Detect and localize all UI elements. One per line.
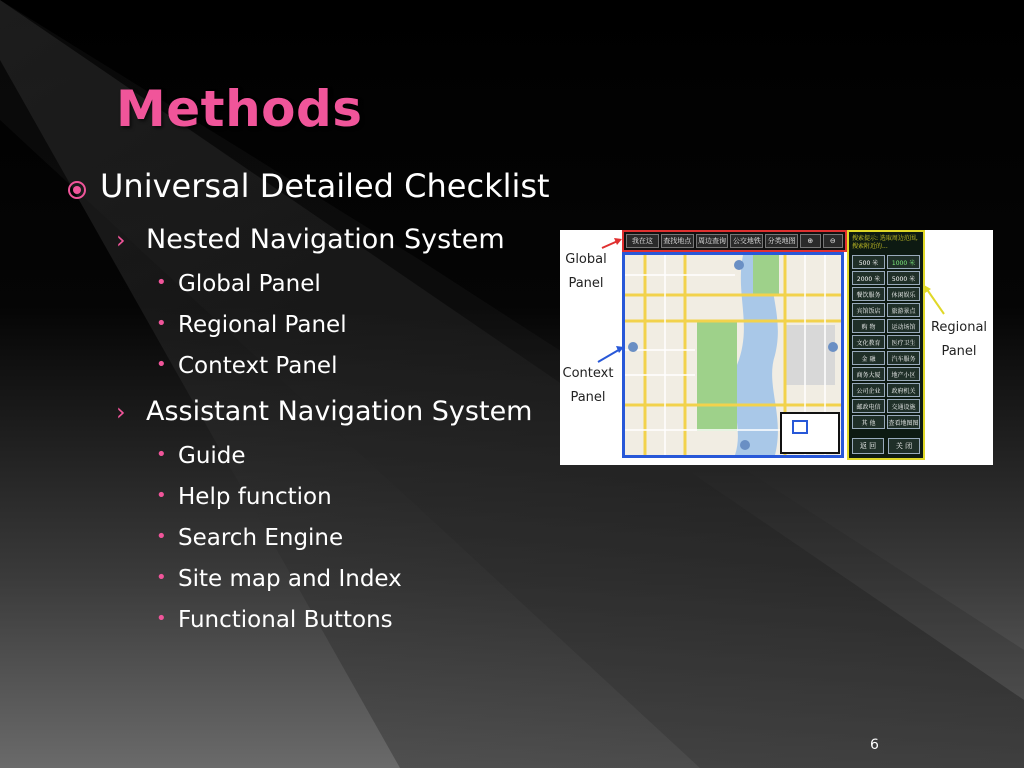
category-button: 餐饮服务 — [852, 287, 885, 301]
list-item-text: Functional Buttons — [178, 607, 393, 633]
category-button: 运动场馆 — [887, 319, 920, 333]
section-heading-text: Nested Navigation System — [146, 224, 505, 255]
category-button: 休闲娱乐 — [887, 287, 920, 301]
category-button: 商务大厦 — [852, 367, 885, 381]
callout-regional-text: Regional Panel — [930, 320, 988, 359]
chevron-bullet-icon: › — [116, 398, 126, 426]
category-button: 旅游景点 — [887, 303, 920, 317]
dot-bullet-icon: • — [156, 485, 167, 506]
list-item-text: Site map and Index — [178, 566, 402, 592]
category-button: 交通设施 — [887, 399, 920, 413]
list-item — [156, 607, 393, 633]
list-item — [156, 312, 347, 338]
context-panel-map — [622, 252, 844, 458]
global-panel-toolbar — [622, 230, 847, 252]
category-button: 金 融 — [852, 351, 885, 365]
list-item-text: Search Engine — [178, 525, 344, 551]
map-illustration — [625, 255, 841, 455]
toolbar-button: 分类地图 — [765, 234, 798, 248]
dot-bullet-icon: • — [156, 526, 167, 547]
section-heading-assistant — [116, 396, 532, 427]
zoom-in-icon: ⊕ — [800, 234, 820, 248]
toolbar-button: 公交地铁 — [730, 234, 763, 248]
toolbar-button: 查找地点 — [661, 234, 694, 248]
category-button: 公司企业 — [852, 383, 885, 397]
list-item — [156, 566, 402, 592]
list-item — [156, 484, 332, 510]
distance-button: 5000 米 — [887, 271, 920, 285]
list-item — [156, 525, 343, 551]
regional-footer — [852, 438, 920, 454]
category-button: 政府机关 — [887, 383, 920, 397]
close-button: 关 闭 — [888, 438, 920, 454]
list-item-text: Global Panel — [178, 271, 321, 297]
regional-hint: 搜索提示: 选取周边范围, 搜索附近的... — [852, 235, 918, 250]
category-button: 汽车服务 — [887, 351, 920, 365]
page-number: 6 — [870, 737, 879, 753]
category-button: 购 物 — [852, 319, 885, 333]
regional-arrow — [926, 288, 944, 314]
category-button: 其 他 — [852, 415, 885, 429]
toolbar-button: 周边查询 — [696, 234, 729, 248]
list-item — [156, 443, 246, 469]
callout-global-text: Global Panel — [565, 252, 607, 291]
target-bullet-icon — [68, 181, 86, 199]
distance-button: 1000 米 — [887, 255, 920, 269]
level1-item — [68, 167, 550, 205]
list-item-text: Guide — [178, 443, 246, 469]
navigation-figure — [560, 230, 993, 465]
list-item — [156, 353, 337, 379]
dot-bullet-icon: • — [156, 272, 167, 293]
regional-panel — [847, 230, 925, 460]
regional-grid — [852, 255, 920, 429]
category-button: 地产小区 — [887, 367, 920, 381]
toolbar-button: 我在这 — [626, 234, 659, 248]
list-item-text: Context Panel — [178, 353, 338, 379]
slide-title: Methods — [116, 80, 363, 138]
dot-bullet-icon: • — [156, 567, 167, 588]
category-button: 查看地图图 — [887, 415, 920, 429]
zoom-out-icon: ⊖ — [823, 234, 843, 248]
dot-bullet-icon: • — [156, 608, 167, 629]
level1-text: Universal Detailed Checklist — [100, 167, 550, 205]
dot-bullet-icon: • — [156, 313, 167, 334]
section-heading-nested — [116, 224, 505, 255]
list-item — [156, 271, 321, 297]
category-button: 文化教育 — [852, 335, 885, 349]
category-button: 宾馆饭店 — [852, 303, 885, 317]
section-heading-text: Assistant Navigation System — [146, 396, 533, 427]
list-item-text: Help function — [178, 484, 332, 510]
distance-button: 2000 米 — [852, 271, 885, 285]
category-button: 医疗卫生 — [887, 335, 920, 349]
chevron-bullet-icon: › — [116, 226, 126, 254]
distance-button: 500 米 — [852, 255, 885, 269]
list-item-text: Regional Panel — [178, 312, 347, 338]
dot-bullet-icon: • — [156, 444, 167, 465]
callout-context-text: Context Panel — [562, 366, 614, 405]
dot-bullet-icon: • — [156, 354, 167, 375]
back-button: 返 回 — [852, 438, 884, 454]
category-button: 邮政电信 — [852, 399, 885, 413]
